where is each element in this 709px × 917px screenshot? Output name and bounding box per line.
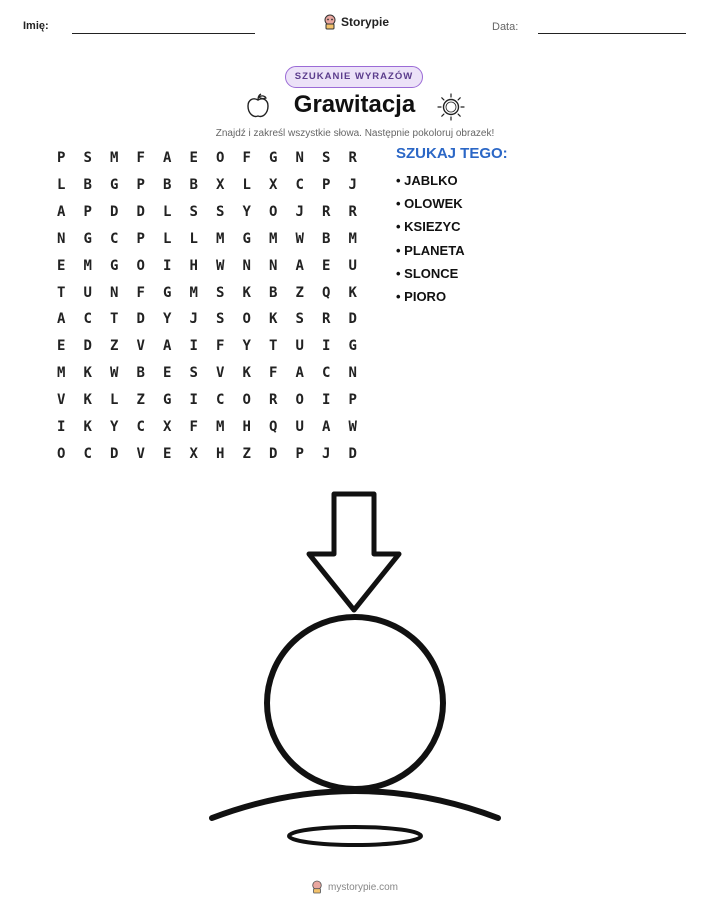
grid-cell[interactable]: I bbox=[163, 257, 172, 274]
grid-cell[interactable]: A bbox=[295, 257, 304, 274]
grid-cell[interactable]: C bbox=[110, 230, 119, 247]
grid-cell[interactable]: O bbox=[57, 445, 66, 462]
grid-cell[interactable]: M bbox=[110, 150, 119, 166]
grid-cell[interactable]: M bbox=[348, 230, 357, 247]
grid-cell[interactable]: R bbox=[348, 150, 357, 166]
grid-cell[interactable]: G bbox=[242, 230, 251, 247]
grid-cell[interactable]: V bbox=[57, 392, 66, 409]
grid-cell[interactable]: B bbox=[163, 176, 172, 193]
grid-cell[interactable]: M bbox=[216, 230, 225, 247]
grid-cell[interactable]: K bbox=[242, 284, 251, 301]
grid-cell[interactable]: L bbox=[242, 176, 251, 193]
grid-cell[interactable]: G bbox=[110, 176, 119, 193]
grid-cell[interactable]: A bbox=[57, 203, 66, 220]
footer bbox=[0, 880, 709, 894]
grid-cell[interactable]: B bbox=[136, 365, 145, 382]
grid-cell[interactable]: S bbox=[216, 311, 225, 328]
grid-cell[interactable]: Z bbox=[295, 284, 304, 301]
word-item: • PLANETA bbox=[396, 243, 465, 258]
sun-icon bbox=[436, 92, 466, 122]
grid-cell[interactable]: O bbox=[242, 392, 251, 409]
grid-cell[interactable]: Z bbox=[242, 445, 251, 462]
footer-url[interactable]: mystorypie.com bbox=[327, 881, 398, 893]
page-title: Grawitacja bbox=[293, 91, 416, 118]
grid-cell[interactable]: X bbox=[163, 419, 172, 435]
grid-cell[interactable]: Y bbox=[242, 338, 251, 355]
grid-cell[interactable]: V bbox=[136, 445, 145, 462]
grid-cell[interactable]: F bbox=[242, 150, 251, 166]
grid-cell[interactable]: Q bbox=[322, 284, 331, 301]
gravity-arrow-ball-illustration[interactable] bbox=[200, 488, 510, 858]
grid-cell[interactable]: D bbox=[348, 311, 357, 328]
grid-cell[interactable]: U bbox=[83, 284, 92, 301]
grid-cell[interactable]: Y bbox=[110, 419, 119, 435]
grid-cell[interactable]: D bbox=[136, 311, 145, 328]
word-item: • PIORO bbox=[396, 289, 447, 304]
grid-cell[interactable]: J bbox=[348, 176, 357, 193]
grid-cell[interactable]: N bbox=[110, 284, 119, 301]
grid-cell[interactable]: A bbox=[57, 311, 66, 328]
grid-cell[interactable]: A bbox=[163, 338, 172, 355]
grid-cell[interactable]: L bbox=[163, 230, 172, 247]
grid-cell[interactable]: X bbox=[216, 176, 225, 193]
grid-cell[interactable]: T bbox=[269, 338, 278, 355]
grid-cell[interactable]: I bbox=[189, 338, 198, 355]
grid-cell[interactable]: Q bbox=[269, 419, 278, 435]
grid-cell[interactable]: B bbox=[189, 176, 198, 193]
grid-cell[interactable]: Y bbox=[163, 311, 172, 328]
grid-cell[interactable]: J bbox=[322, 445, 331, 462]
grid-cell[interactable]: X bbox=[189, 445, 198, 462]
grid-cell[interactable]: S bbox=[295, 311, 304, 328]
grid-cell[interactable]: I bbox=[189, 392, 198, 409]
grid-cell[interactable]: K bbox=[83, 365, 92, 382]
grid-cell[interactable]: I bbox=[322, 392, 331, 409]
grid-cell[interactable]: R bbox=[322, 203, 331, 220]
grid-cell[interactable]: U bbox=[348, 257, 357, 274]
word-list-title: SZUKAJ TEGO: bbox=[396, 145, 508, 162]
grid-cell[interactable]: A bbox=[295, 365, 304, 382]
grid-cell[interactable]: K bbox=[269, 311, 278, 328]
grid-cell[interactable]: H bbox=[216, 445, 225, 462]
grid-cell[interactable]: G bbox=[83, 230, 92, 247]
grid-cell[interactable]: F bbox=[136, 284, 145, 301]
grid-cell[interactable]: O bbox=[269, 203, 278, 220]
grid-cell[interactable]: N bbox=[269, 257, 278, 274]
grid-cell[interactable]: D bbox=[348, 445, 357, 462]
grid-cell[interactable]: H bbox=[242, 419, 251, 435]
instructions: Znajdź i zakreśl wszystkie słowa. Następnie pokoloruj obrazek! bbox=[215, 128, 495, 139]
activity-badge: SZUKANIE WYRAZÓW bbox=[285, 66, 423, 88]
grid-cell[interactable]: P bbox=[83, 203, 92, 220]
grid-cell[interactable]: N bbox=[295, 150, 304, 166]
grid-cell[interactable]: C bbox=[136, 419, 145, 435]
grid-cell[interactable]: T bbox=[57, 284, 66, 301]
grid-cell[interactable]: F bbox=[136, 150, 145, 166]
grid-cell[interactable]: M bbox=[83, 257, 92, 274]
grid-cell[interactable]: K bbox=[242, 365, 251, 382]
word-item: • JABLKO bbox=[396, 173, 458, 188]
grid-cell[interactable]: F bbox=[269, 365, 278, 382]
grid-cell[interactable]: E bbox=[57, 338, 66, 355]
down-arrow bbox=[309, 494, 399, 610]
grid-cell[interactable]: K bbox=[348, 284, 357, 301]
grid-cell[interactable]: C bbox=[83, 445, 92, 462]
grid-cell[interactable]: L bbox=[189, 230, 198, 247]
grid-cell[interactable]: S bbox=[322, 150, 331, 166]
grid-cell[interactable]: T bbox=[110, 311, 119, 328]
grid-cell[interactable]: G bbox=[348, 338, 357, 355]
grid-cell[interactable]: K bbox=[83, 392, 92, 409]
brand-logo bbox=[323, 14, 389, 30]
grid-cell[interactable]: K bbox=[83, 419, 92, 435]
grid-cell[interactable]: D bbox=[269, 445, 278, 462]
grid-cell[interactable]: E bbox=[163, 445, 172, 462]
brand-name: Storypie bbox=[341, 15, 390, 29]
storypie-mascot-icon bbox=[311, 880, 323, 894]
grid-cell[interactable]: X bbox=[269, 176, 278, 193]
grid-cell[interactable]: S bbox=[216, 284, 225, 301]
ground-shadow bbox=[289, 827, 421, 845]
grid-cell[interactable]: R bbox=[348, 203, 357, 220]
grid-cell[interactable]: J bbox=[295, 203, 304, 220]
grid-cell[interactable]: P bbox=[136, 230, 145, 247]
grid-cell[interactable]: M bbox=[269, 230, 278, 247]
grid-cell[interactable]: A bbox=[322, 419, 331, 435]
grid-cell[interactable]: P bbox=[295, 445, 304, 462]
word-item: • SLONCE bbox=[396, 266, 459, 281]
grid-cell[interactable]: S bbox=[189, 203, 198, 220]
name-label: Imię: bbox=[23, 20, 49, 32]
grid-cell[interactable]: A bbox=[163, 150, 172, 166]
grid-cell[interactable]: W bbox=[110, 365, 119, 382]
grid-cell[interactable]: G bbox=[110, 257, 119, 274]
grid-cell[interactable]: O bbox=[216, 150, 225, 166]
grid-cell[interactable]: C bbox=[295, 176, 304, 193]
grid-cell[interactable]: C bbox=[83, 311, 92, 328]
grid-cell[interactable]: N bbox=[348, 365, 357, 382]
grid-cell[interactable]: P bbox=[348, 392, 357, 409]
grid-cell[interactable]: R bbox=[269, 392, 278, 409]
grid-cell[interactable]: E bbox=[57, 257, 66, 274]
grid-cell[interactable]: D bbox=[136, 203, 145, 220]
grid-cell[interactable]: G bbox=[163, 284, 172, 301]
grid-cell[interactable]: V bbox=[136, 338, 145, 355]
grid-cell[interactable]: S bbox=[189, 365, 198, 382]
grid-cell[interactable]: B bbox=[83, 176, 92, 193]
ball bbox=[267, 617, 443, 789]
grid-cell[interactable]: W bbox=[348, 419, 357, 435]
date-label: Data: bbox=[492, 21, 519, 33]
word-item: • OLOWEK bbox=[396, 196, 463, 211]
grid-cell[interactable]: B bbox=[269, 284, 278, 301]
grid-cell[interactable]: C bbox=[216, 392, 225, 409]
grid-cell[interactable]: E bbox=[163, 365, 172, 382]
grid-cell[interactable]: R bbox=[322, 311, 331, 328]
grid-cell[interactable]: I bbox=[322, 338, 331, 355]
grid-cell[interactable]: V bbox=[216, 365, 225, 382]
grid-cell[interactable]: E bbox=[189, 150, 198, 166]
grid-cell[interactable]: S bbox=[83, 150, 92, 166]
grid-cell[interactable]: G bbox=[269, 150, 278, 166]
grid-cell[interactable]: L bbox=[110, 392, 119, 409]
grid-cell[interactable]: F bbox=[216, 338, 225, 355]
grid-cell[interactable]: Z bbox=[110, 338, 119, 355]
grid-cell[interactable]: P bbox=[322, 176, 331, 193]
grid-cell[interactable]: E bbox=[322, 257, 331, 274]
ground-curve bbox=[212, 791, 498, 818]
grid-cell[interactable]: W bbox=[216, 257, 225, 274]
grid-cell[interactable]: P bbox=[136, 176, 145, 193]
date-field[interactable] bbox=[538, 33, 686, 34]
grid-cell[interactable]: F bbox=[189, 419, 198, 435]
grid-cell[interactable]: Z bbox=[136, 392, 145, 409]
grid-cell[interactable]: O bbox=[295, 392, 304, 409]
grid-cell[interactable]: P bbox=[57, 150, 66, 166]
grid-cell[interactable]: L bbox=[163, 203, 172, 220]
grid-cell[interactable]: O bbox=[242, 311, 251, 328]
grid-cell[interactable]: N bbox=[57, 230, 66, 247]
grid-cell[interactable]: I bbox=[57, 419, 66, 435]
grid-cell[interactable]: D bbox=[110, 203, 119, 220]
storypie-mascot-icon bbox=[323, 14, 337, 30]
grid-cell[interactable]: J bbox=[189, 311, 198, 328]
word-item: • KSIEZYC bbox=[396, 219, 461, 234]
grid-cell[interactable]: D bbox=[83, 338, 92, 355]
grid-cell[interactable]: O bbox=[136, 257, 145, 274]
grid-cell[interactable]: M bbox=[216, 419, 225, 435]
grid-cell[interactable]: M bbox=[57, 365, 66, 382]
grid-cell[interactable]: Y bbox=[242, 203, 251, 220]
grid-cell[interactable]: U bbox=[295, 419, 304, 435]
grid-cell[interactable]: W bbox=[295, 230, 304, 247]
grid-cell[interactable]: B bbox=[322, 230, 331, 247]
grid-cell[interactable]: S bbox=[216, 203, 225, 220]
grid-cell[interactable]: D bbox=[110, 445, 119, 462]
grid-cell[interactable]: L bbox=[57, 176, 66, 193]
name-field[interactable] bbox=[72, 33, 255, 34]
grid-cell[interactable]: M bbox=[189, 284, 198, 301]
grid-cell[interactable]: C bbox=[322, 365, 331, 382]
grid-cell[interactable]: H bbox=[189, 257, 198, 274]
grid-cell[interactable]: G bbox=[163, 392, 172, 409]
grid-cell[interactable]: U bbox=[295, 338, 304, 355]
grid-cell[interactable]: N bbox=[242, 257, 251, 274]
